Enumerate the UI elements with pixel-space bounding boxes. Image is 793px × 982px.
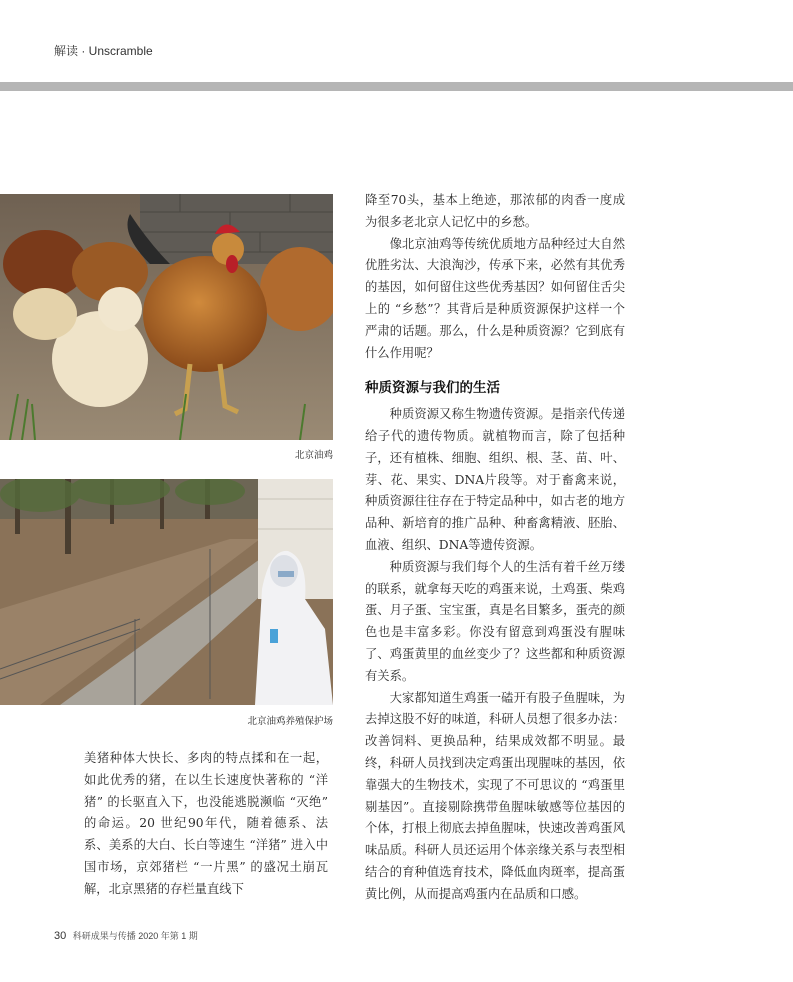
journal-name: 科研成果与传播 2020 年第 1 期 [72, 931, 198, 941]
page-number: 30 [54, 930, 67, 942]
paragraph-5: 大家都知道生鸡蛋一磕开有股子鱼腥味，为去掉这股不好的味道，科研人员想了很多办法：改善饲料、更换品种，结果成效都不明显。最终，科研人员找到决定鸡蛋出现腥味的基因，依靠强大的生物技术，实现了不可思议的 “鸡蛋里剔基因”。直接剔除携带鱼腥味敏感等位基因的个体，打根上彻底去掉鱼腥味，快速改善鸡蛋风味品质。科研人员还运用个体亲缘关系与表型相结合的育种值选育技术，降低血肉斑率，提高蛋黄比例，从而提高鸡蛋内在品质和口感。 [365, 690, 625, 901]
section-heading: 种质资源与我们的生活 [365, 380, 500, 397]
chickens-photo [0, 194, 333, 440]
left-column [84, 748, 328, 901]
paragraph-3: 种质资源又称生物遗传资源。是指亲代传递给子代的遗传物质。就植物而言，除了包括种子，还有植株、细胞、组织、根、茎、苗、叶、芽、花、果实、DNA片段等。对于畜禽来说，种质资源往往存在于特定品种中，如古老的地方品种、新培育的推广品种、种畜禽精液、胚胎、血液、组织、DNA等遗传资源。 [365, 407, 625, 552]
left-column-paragraph: 美猪种体大快长、多肉的特点揉和在一起，如此优秀的猪，在以生长速度快著称的 “洋猪” 的长驱直入下，也没能逃脱濒临 “灭绝” 的命运。20 世纪90年代，随着德系、法系、美系的大白、长白等速生 “洋猪” 进入中国市场，京郊猪栏 “一片黑” 的盛况土崩瓦解，北京黑猪的存栏量直线下 [84, 751, 328, 896]
section-label: 解读 · Unscramble [54, 44, 153, 58]
farm-photo-caption: 北京油鸡养殖保护场 [247, 716, 333, 727]
right-column [365, 190, 625, 906]
chickens-photo-caption: 北京油鸡 [294, 450, 333, 461]
farm-photo [0, 479, 333, 705]
paragraph-4: 种质资源与我们每个人的生活有着千丝万缕的联系，就拿每天吃的鸡蛋来说，土鸡蛋、柴鸡蛋、月子蛋、宝宝蛋，真是名目繁多，蛋壳的颜色也是丰富多彩。你没有留意到鸡蛋没有腥味了、鸡蛋黄里的血丝变少了？这些都和种质资源有关系。 [365, 559, 625, 683]
header-divider-bar [0, 82, 793, 91]
paragraph-1: 降至70头，基本上绝迹，那浓郁的肉香一度成为很多老北京人记忆中的乡愁。 [365, 193, 625, 229]
page-footer [54, 929, 198, 942]
paragraph-2: 像北京油鸡等传统优质地方品种经过大自然优胜劣汰、大浪淘沙，传承下来，必然有其优秀的基因，如何留住这些优秀基因？如何留住舌尖上的 “乡愁”？其背后是种质资源保护这样一个严肃的话题。那么，什么是种质资源？它到底有什么作用呢？ [365, 236, 625, 360]
